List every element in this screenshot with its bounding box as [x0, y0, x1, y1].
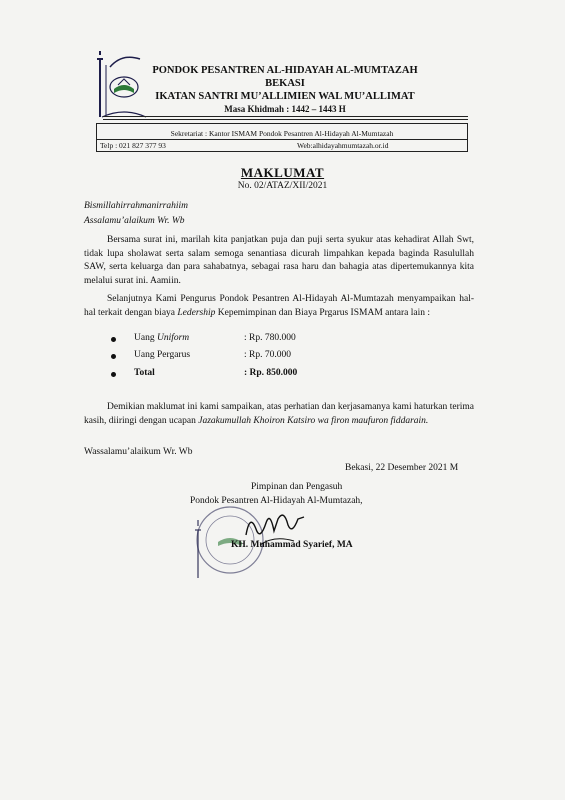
item-label-italic: Uniform	[156, 333, 190, 343]
item-uniform-value: : Rp. 780.000	[244, 333, 296, 343]
signer-name: KH. Muhammad Syarief, MA	[231, 540, 353, 550]
item-uniform-label	[134, 333, 189, 343]
place-date: Bekasi, 22 Desember 2021 M	[345, 463, 459, 473]
bullet-icon	[111, 354, 116, 359]
signer-role: Pimpinan dan Pengasuh	[251, 482, 343, 492]
letter-number: No. 02/ATAZ/XII/2021	[237, 181, 328, 191]
contact-box	[96, 123, 468, 152]
item-pergarus-label: Uang Pergarus	[134, 350, 191, 360]
opening-greeting: Assalamu’alaikum Wr. Wb	[84, 216, 185, 226]
paragraph-costs-part2: Kepemimpinan dan Biaya Prgarus ISMAM antara lain :	[215, 307, 430, 318]
paragraph-costs	[84, 293, 474, 320]
item-total-label: Total	[134, 368, 155, 378]
org-city: BEKASI	[265, 78, 305, 89]
pesantren-logo	[92, 45, 152, 125]
paragraph-closing	[84, 401, 474, 428]
letter-title: MAKLUMAT	[240, 165, 325, 180]
closing-greeting: Wassalamu’alaikum Wr. Wb	[84, 447, 193, 457]
paragraph-closing-text: Demikian maklumat ini kami sampaikan, atas perhatian dan kerjasamanya kami haturkan terima kasih, diiringi dengan ucapan	[84, 402, 474, 426]
service-period: Masa Khidmah : 1442 – 1443 H	[224, 104, 346, 114]
item-label-text: Uang	[134, 333, 157, 343]
secretariat-address: Sekretariat : Kantor ISMAM Pondok Pesantren Al-Hidayah Al-Mumtazah	[170, 129, 394, 138]
header-divider	[103, 116, 468, 117]
paragraph-opening: Bersama surat ini, marilah kita panjatkan puja dan puji serta syukur atas kehadirat Allah Swt, tidak lupa sholawat serta salam semoga senantiasa dicurah limpahkan kepada baginda Rasulullah SAW, serta keluarga dan para sahabatnya, sebagai rasa haru dan bahagia atas dipertemukannya kita melalui surat ini. Aamiin.	[84, 235, 474, 286]
bullet-icon	[111, 372, 116, 377]
paragraph-costs-part1: Selanjutnya Kami Pengurus Pondok Pesantren Al-Hidayah Al-Mumtazah menyampaikan hal- hal terkait dengan biaya	[84, 294, 474, 318]
org-name: PONDOK PESANTREN AL-HIDAYAH AL-MUMTAZAH	[152, 65, 418, 76]
header-divider-thin	[103, 119, 468, 120]
signer-org: Pondok Pesantren Al-Hidayah Al-Mumtazah,	[190, 496, 363, 506]
item-total-value: : Rp. 850.000	[244, 368, 298, 378]
item-pergarus-value: : Rp. 70.000	[244, 350, 291, 360]
website: Web:alhidayahmumtazah.or.id	[297, 141, 389, 150]
basmalah: Bismillahirrahmanirrahiim	[84, 201, 188, 211]
assoc-name: IKATAN SANTRI MU’ALLIMIEN WAL MU’ALLIMAT	[155, 91, 415, 102]
contact-divider	[97, 139, 467, 140]
phone-number: Telp : 021 827 377 93	[100, 141, 166, 150]
bullet-icon	[111, 337, 116, 342]
letterhead	[150, 64, 420, 116]
paragraph-costs-italic: Ledership	[177, 307, 216, 318]
paragraph-closing-italic: Jazakumullah Khoiron Katsiro wa firon maufuron fiddarain.	[198, 415, 429, 426]
